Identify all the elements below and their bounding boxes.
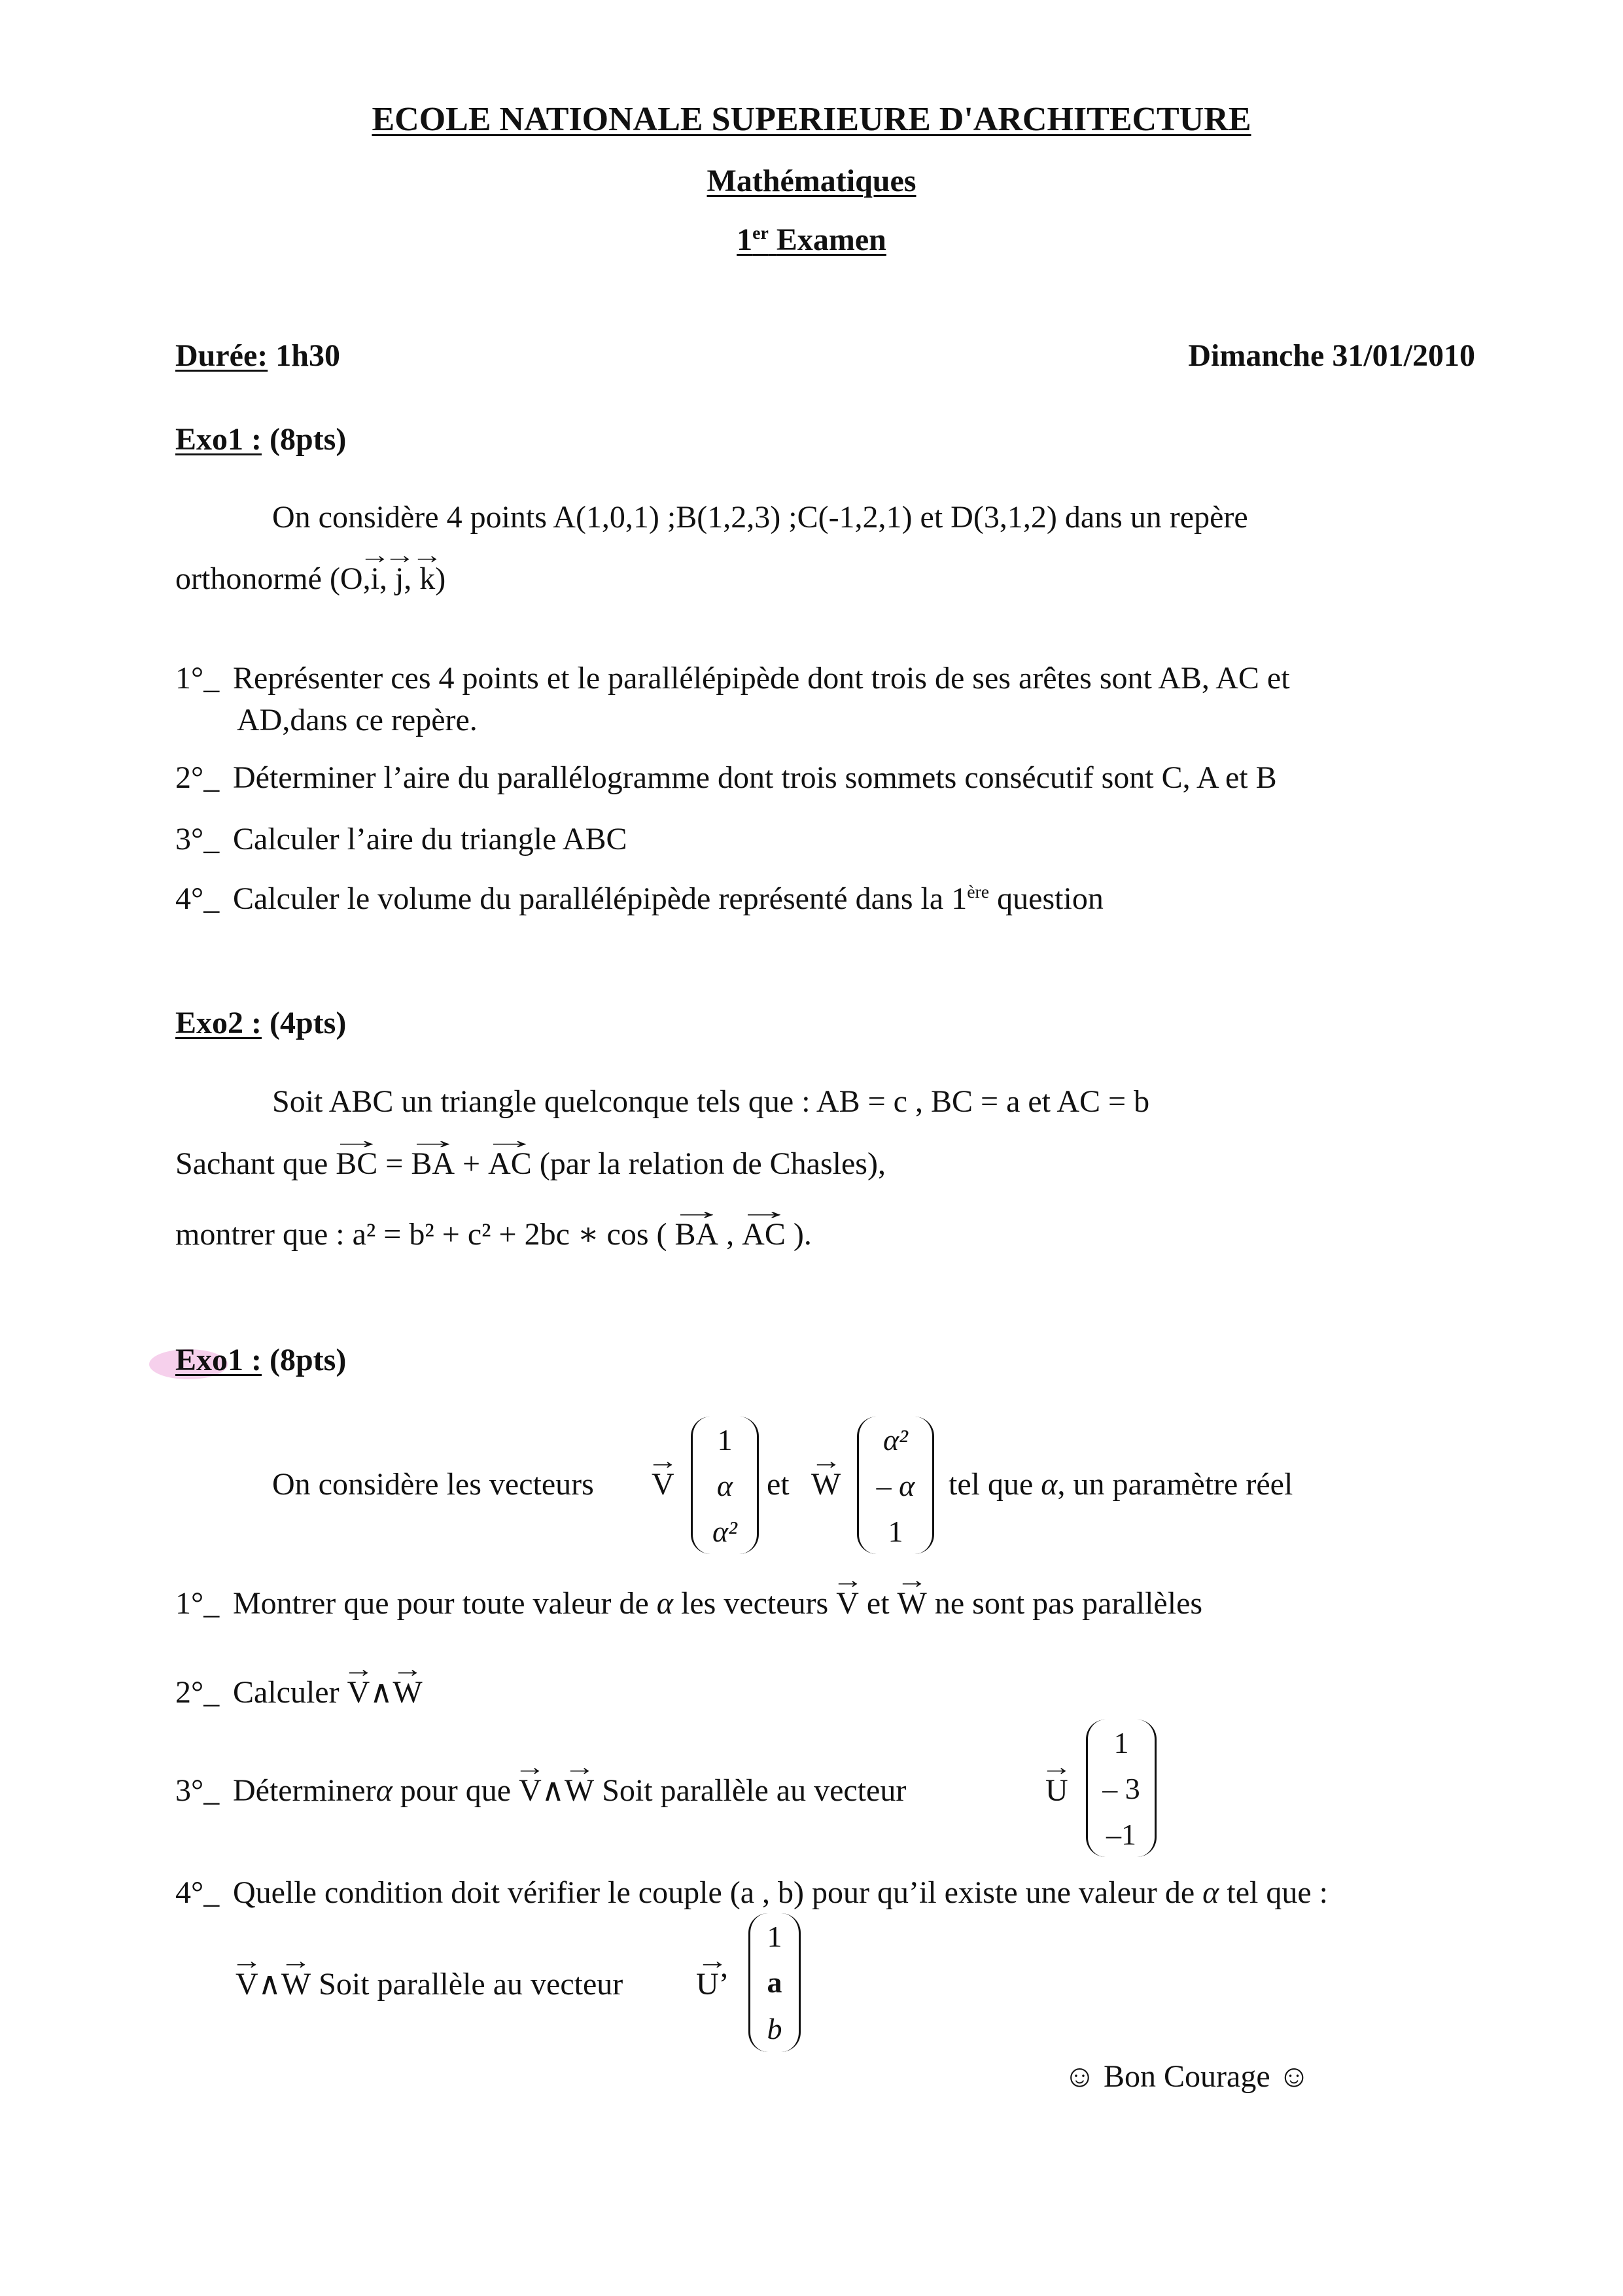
w-entry-2: – α xyxy=(876,1468,915,1502)
exo1-q4-text: Calculer le volume du parallélépipède représenté dans la 1 xyxy=(233,881,968,916)
u-entry-1: 1 xyxy=(1113,1725,1129,1759)
exo2-line3-end: ). xyxy=(793,1217,812,1252)
vector-u-matrix xyxy=(1086,1720,1157,1857)
exo1-intro-line2 xyxy=(175,560,445,598)
exo1-q4 xyxy=(233,880,1104,918)
vector-u: → U xyxy=(1045,1772,1068,1810)
exo3-title: Exo1 : xyxy=(175,1343,262,1377)
exam-date: Dimanche 31/01/2010 xyxy=(1188,338,1475,373)
vector-v: → V xyxy=(236,1966,258,2004)
frame-comma-1: , xyxy=(379,561,387,596)
exo1-points: (8pts) xyxy=(270,422,347,457)
v-entry-3: α² xyxy=(712,1514,737,1548)
w-entry-1: α² xyxy=(883,1422,908,1457)
vector-w: → W xyxy=(281,1966,311,2004)
v-entry-1: 1 xyxy=(717,1422,733,1457)
exo2-heading xyxy=(175,1004,346,1042)
vector-v: → V xyxy=(347,1674,370,1712)
exo1-q1-line1: Représenter ces 4 points et le parallélépipède dont trois de ses arêtes sont AB, AC et xyxy=(233,661,1290,696)
exo1-q4-number: 4°_ xyxy=(175,881,220,916)
exo1-q2-number: 2°_ xyxy=(175,760,220,795)
exo1-q1-number: 1°_ xyxy=(175,661,220,696)
exo1-q1-line2: AD,dans ce repère. xyxy=(237,703,478,737)
exam-word: Examen xyxy=(776,222,886,257)
exo3-points: (8pts) xyxy=(270,1343,347,1377)
exo3-q3-number: 3°_ xyxy=(175,1773,220,1808)
exam-number-suffix: er xyxy=(752,223,769,243)
vector-j: → j xyxy=(395,560,404,598)
exo1-q4-suffix: ère xyxy=(967,882,990,902)
vector-w: → W xyxy=(898,1585,927,1623)
u-entry-3: –1 xyxy=(1106,1817,1136,1851)
alpha-symbol: α xyxy=(1202,1875,1219,1910)
exo3-intro-et: et xyxy=(767,1467,790,1502)
vector-u-prime: → U’ xyxy=(696,1966,729,2004)
closing-message: ☺ Bon Courage ☺ xyxy=(1064,2059,1310,2094)
vector-w-matrix xyxy=(857,1417,934,1554)
exo3-q3 xyxy=(233,1772,906,1810)
exo3-q1-vectors: les vecteurs xyxy=(681,1586,829,1621)
wedge-symbol: ∧ xyxy=(541,1773,565,1808)
exam-title xyxy=(0,221,1623,259)
alpha-symbol: α xyxy=(656,1586,673,1621)
vector-v: → V xyxy=(652,1466,674,1504)
exo3-q3-pour-que: pour que xyxy=(400,1773,512,1808)
exo1-title: Exo1 : xyxy=(175,422,262,457)
vector-u-prime-matrix xyxy=(748,1913,801,2052)
exo1-q4-end: question xyxy=(997,881,1104,916)
vector-i: → i xyxy=(371,560,379,598)
exo3-intro-tel-que: tel que xyxy=(949,1467,1034,1502)
frame-comma-2: , xyxy=(404,561,412,596)
exo2-line3 xyxy=(175,1216,812,1254)
exo3-q3-parallel: Soit parallèle au vecteur xyxy=(602,1773,907,1808)
wedge-symbol: ∧ xyxy=(370,1675,393,1710)
exo3-q1-number: 1°_ xyxy=(175,1586,220,1621)
vector-w: → W xyxy=(393,1674,422,1712)
alpha-symbol: α xyxy=(1041,1467,1058,1502)
vector-ba: → BA xyxy=(411,1145,455,1183)
exo3-q4-number: 4°_ xyxy=(175,1875,220,1910)
exam-number: 1 xyxy=(737,222,753,257)
exo3-intro-text: On considère les vecteurs xyxy=(272,1467,594,1502)
vector-w: → W xyxy=(565,1772,594,1810)
exo3-q1 xyxy=(233,1585,1202,1623)
exo2-line2-start: Sachant que xyxy=(175,1146,328,1181)
exo3-q1-et: et xyxy=(866,1586,890,1621)
exo2-line2 xyxy=(175,1145,886,1183)
exo3-intro-parameter: , un paramètre réel xyxy=(1057,1467,1293,1502)
duration xyxy=(175,337,340,375)
vector-w-label xyxy=(811,1466,841,1504)
exo1-q2: Déterminer l’aire du parallélogramme dont trois sommets consécutif sont C, A et B xyxy=(233,760,1277,795)
vector-bc: → BC xyxy=(336,1145,377,1183)
exo2-title: Exo2 : xyxy=(175,1006,262,1040)
exo2-points: (4pts) xyxy=(270,1006,347,1040)
vector-v-matrix xyxy=(691,1417,759,1554)
subject-title: Mathématiques xyxy=(707,164,916,198)
exo3-q1-text: Montrer que pour toute valeur de xyxy=(233,1586,649,1621)
chasles-equals: = xyxy=(385,1146,404,1181)
vector-u-label xyxy=(1045,1772,1068,1810)
exo1-q3-number: 3°_ xyxy=(175,822,220,857)
exo3-intro-end xyxy=(949,1466,1293,1504)
chasles-plus: + xyxy=(462,1146,481,1181)
up-entry-3: b xyxy=(767,2012,782,2046)
exo3-heading xyxy=(175,1341,346,1379)
exo3-q4-text: Quelle condition doit vérifier le couple (a , b) pour qu’il existe une valeur de xyxy=(233,1875,1195,1910)
exo1-intro-line1: On considère 4 points A(1,0,1) ;B(1,2,3) ;C(-1,2,1) et D(3,1,2) dans un repère xyxy=(272,500,1248,535)
exo3-q4-parallel: Soit parallèle au vecteur xyxy=(319,1967,623,2002)
vector-v-label xyxy=(652,1466,674,1504)
exo1-intro-frame: orthonormé (O, xyxy=(175,561,371,596)
vector-v: → V xyxy=(836,1585,859,1623)
w-entry-3: 1 xyxy=(888,1514,903,1548)
vector-ac-angle: → AC xyxy=(742,1216,786,1254)
exo2-line2-end: (par la relation de Chasles), xyxy=(539,1146,886,1181)
exo3-q2 xyxy=(233,1674,423,1712)
exo3-q2-number: 2°_ xyxy=(175,1675,220,1710)
exo2-line1: Soit ABC un triangle quelconque tels que : AB = c , BC = a et AC = b xyxy=(272,1084,1150,1119)
vector-u-prime-label xyxy=(696,1966,729,2004)
frame-close: ) xyxy=(435,561,446,596)
exo3-q4-line1 xyxy=(233,1874,1328,1912)
vector-v: → V xyxy=(519,1772,542,1810)
exo1-q3: Calculer l’aire du triangle ABC xyxy=(233,822,627,857)
alpha-symbol: α xyxy=(375,1773,393,1808)
duration-value: 1h30 xyxy=(275,338,340,373)
exo1-heading xyxy=(175,421,346,459)
exo3-q2-text: Calculer xyxy=(233,1675,340,1710)
exo3-q3-text: Déterminer xyxy=(233,1773,376,1808)
exo2-law-of-cosines: montrer que : a² = b² + c² + 2bc ∗ cos ( xyxy=(175,1217,667,1252)
school-title: ECOLE NATIONALE SUPERIEURE D'ARCHITECTURE xyxy=(372,101,1251,138)
wedge-symbol: ∧ xyxy=(258,1967,281,2002)
vector-ac: → AC xyxy=(488,1145,532,1183)
angle-separator: , xyxy=(726,1217,735,1252)
up-entry-2: a xyxy=(767,1966,782,2000)
vector-k: → k xyxy=(419,560,435,598)
vector-ba-angle: → BA xyxy=(674,1216,718,1254)
exo3-q4-tel-que: tel que : xyxy=(1227,1875,1328,1910)
exo3-q1-end: ne sont pas parallèles xyxy=(934,1586,1203,1621)
vector-w: → W xyxy=(811,1466,841,1504)
exo3-q4-line2 xyxy=(236,1966,623,2004)
duration-label: Durée: xyxy=(175,338,268,373)
u-entry-2: – 3 xyxy=(1102,1771,1140,1805)
up-entry-1: 1 xyxy=(767,1919,782,1953)
v-entry-2: α xyxy=(716,1468,733,1502)
